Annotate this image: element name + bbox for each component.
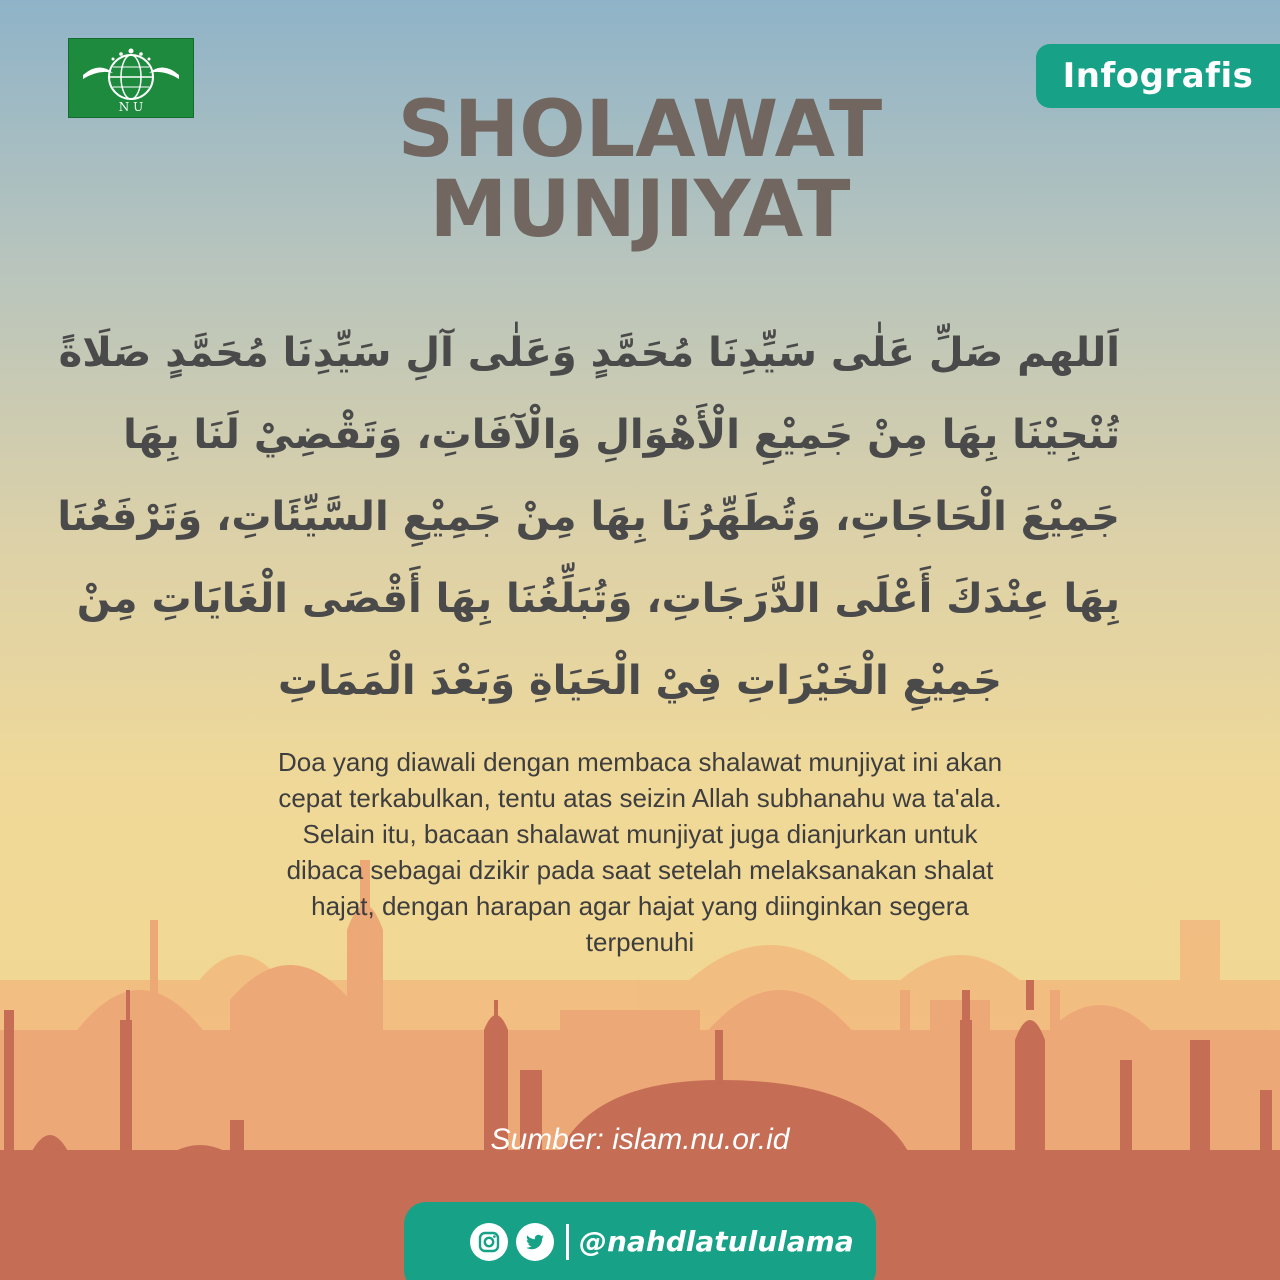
social-divider: [566, 1224, 569, 1260]
svg-text:N U: N U: [118, 100, 144, 114]
page-title: [0, 85, 1280, 255]
arabic-line: اَللهم صَلِّ عَلٰى سَيِّدِنَا مُحَمَّدٍ وَعَلٰى آلِ سَيِّدِنَا مُحَمَّدٍ صَلَاةً: [58, 330, 1120, 376]
description-line: hajat, dengan harapan agar hajat yang diinginkan segera: [311, 891, 969, 921]
social-inner: [470, 1222, 854, 1262]
description-line: Doa yang diawali dengan membaca shalawat munjiyat ini akan: [277, 747, 1003, 777]
arabic-line: جَمِيْعَ الْحَاجَاتِ، وَتُطَهِّرُنَا بِهَا مِنْ جَمِيْعِ السَّيِّئَاتِ، وَتَرْفَعُنَا: [57, 494, 1120, 540]
arabic-line: تُنْجِيْنَا بِهَا مِنْ جَمِيْعِ الْأَهْوَالِ وَالْآفَاتِ، وَتَقْضِيْ لَنَا بِهَا: [123, 412, 1120, 458]
arabic-prayer-text: [57, 312, 1120, 722]
source-credit: Sumber: islam.nu.or.id: [490, 1123, 790, 1156]
arabic-line: جَمِيْعِ الْخَيْرَاتِ فِيْ الْحَيَاةِ وَبَعْدَ الْمَمَاتِ: [278, 658, 1002, 704]
description-line: terpenuhi: [585, 927, 695, 957]
title-line-1: SHOLAWAT: [397, 85, 883, 175]
social-handle[interactable]: @nahdlatululama: [579, 1225, 854, 1258]
instagram-icon[interactable]: [470, 1223, 508, 1261]
infografis-tag: Infografis: [1036, 44, 1280, 108]
arabic-line: بِهَا عِنْدَكَ أَعْلَى الدَّرَجَاتِ، وَتُبَلِّغُنَا بِهَا أَقْصَى الْغَايَاتِ مِنْ: [76, 576, 1120, 622]
twitter-icon[interactable]: [516, 1223, 554, 1261]
description-line: dibaca sebagai dzikir pada saat setelah melaksanakan shalat: [286, 855, 994, 885]
description-line: cepat terkabulkan, tentu atas seizin Allah subhanahu wa ta'ala.: [278, 783, 1002, 813]
description-text: [200, 744, 1080, 960]
description-line: Selain itu, bacaan shalawat munjiyat juga dianjurkan untuk: [302, 819, 978, 849]
social-bar: [404, 1202, 876, 1280]
title-line-2: MUNJIYAT: [429, 165, 851, 255]
